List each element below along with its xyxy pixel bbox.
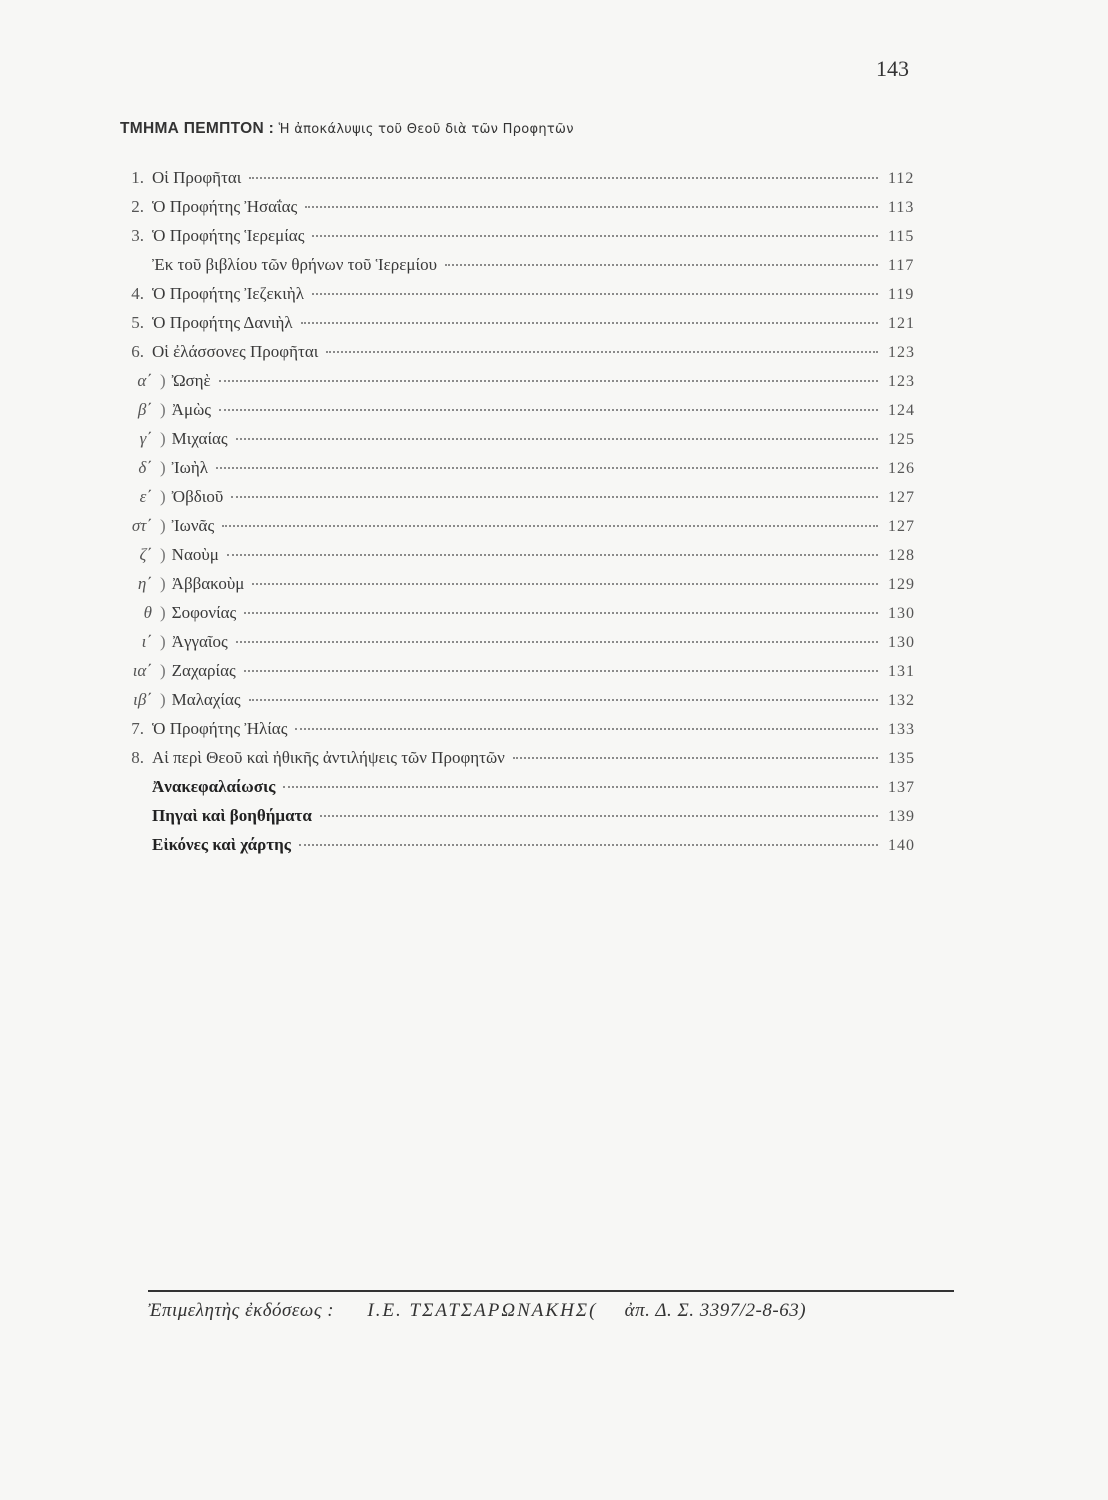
sub-entry-page: 131 — [888, 663, 915, 680]
entry-page: 112 — [888, 170, 915, 187]
sub-entry-page: 128 — [888, 547, 915, 564]
dot-leader — [236, 438, 878, 440]
sub-entry-page: 126 — [888, 460, 915, 477]
entry-page: 133 — [888, 721, 915, 738]
toc-entry — [110, 168, 940, 197]
dot-leader — [305, 206, 878, 208]
dot-leader — [326, 351, 878, 353]
sub-entry-letter: θ — [143, 603, 152, 622]
entry-title: Ὁ Προφήτης Ἠσαΐας — [152, 197, 298, 216]
entry-number: 2. — [131, 197, 144, 216]
dot-leader — [295, 728, 878, 730]
entry-title: Ὁ Προφήτης Ἱερεμίας — [152, 226, 305, 245]
sub-entry-letter: ιβ΄ — [133, 690, 152, 709]
entry-number: 4. — [131, 284, 144, 303]
paren-mark: ) — [160, 371, 166, 390]
sub-entry-letter: α΄ — [137, 371, 152, 390]
toc-sub-entry — [110, 458, 940, 487]
entry-title: Οἱ Προφῆται — [152, 168, 242, 187]
table-of-contents — [110, 168, 940, 864]
dot-leader — [301, 322, 878, 324]
entry-title: Ὁ Προφήτης Ἠλίας — [152, 719, 288, 738]
toc-entry — [110, 226, 940, 255]
dot-leader — [244, 670, 878, 672]
sub-entry-title: Ζαχαρίας — [171, 661, 236, 680]
paren-mark: ) — [160, 458, 166, 477]
toc-backmatter-entry — [110, 777, 940, 806]
entry-number: 7. — [131, 719, 144, 738]
dot-leader — [283, 786, 878, 788]
toc-sub-entry — [110, 690, 940, 719]
paren-mark: ) — [160, 545, 166, 564]
sub-entry-page: 123 — [888, 373, 915, 390]
toc-entry — [110, 719, 940, 748]
backmatter-page: 137 — [888, 779, 915, 796]
sub-entry-title: Ἀγγαῖος — [171, 632, 228, 651]
toc-sub-entry — [110, 429, 940, 458]
dot-leader — [219, 380, 878, 382]
section-heading — [120, 120, 574, 138]
toc-sub-entry — [110, 632, 940, 661]
sub-entry-page: 127 — [888, 518, 915, 535]
sub-entry-letter: γ΄ — [139, 429, 152, 448]
dot-leader — [249, 177, 878, 179]
sub-entry-letter: ε΄ — [139, 487, 152, 506]
sub-entry-title: Ἰωνᾶς — [171, 516, 215, 535]
entry-title: Ἐκ τοῦ βιβλίου τῶν θρήνων τοῦ Ἱερεμίου — [152, 255, 438, 274]
sub-entry-letter: στ΄ — [131, 516, 152, 535]
toc-sub-entry — [110, 574, 940, 603]
entry-number: 3. — [131, 226, 144, 245]
paren-mark: ) — [160, 516, 166, 535]
entry-title: Ὁ Προφήτης Δανιὴλ — [152, 313, 293, 332]
paren-mark: ) — [160, 603, 166, 622]
toc-sub-entry — [110, 603, 940, 632]
entry-page: 119 — [888, 286, 915, 303]
sub-entry-letter: ζ΄ — [139, 545, 152, 564]
backmatter-title: Εἰκόνες καὶ χάρτης — [152, 835, 291, 854]
sub-entry-title: Ὠσηὲ — [171, 371, 211, 390]
paren-mark: ) — [160, 429, 166, 448]
toc-entry — [110, 197, 940, 226]
dot-leader — [219, 409, 878, 411]
sub-entry-letter: η΄ — [137, 574, 152, 593]
toc-entry — [110, 748, 940, 777]
sub-entry-letter: β΄ — [137, 400, 152, 419]
toc-entry — [110, 342, 940, 371]
dot-leader — [222, 525, 878, 527]
footer-imprint — [148, 1300, 806, 1322]
dot-leader — [231, 496, 878, 498]
backmatter-title: Ἀνακεφαλαίωσις — [152, 777, 276, 796]
entry-number: 6. — [131, 342, 144, 361]
toc-backmatter-entry — [110, 835, 940, 864]
toc-sub-entry — [110, 487, 940, 516]
sub-entry-page: 130 — [888, 605, 915, 622]
sub-entry-page: 125 — [888, 431, 915, 448]
sub-entry-title: Σοφονίας — [171, 603, 237, 622]
toc-entry — [110, 313, 940, 342]
sub-entry-letter: ια΄ — [132, 661, 152, 680]
entry-number: 8. — [131, 748, 144, 767]
sub-entry-page: 127 — [888, 489, 915, 506]
sub-entry-title: Μιχαίας — [171, 429, 228, 448]
toc-sub-entry — [110, 516, 940, 545]
footer-reference: ἀπ. Δ. Σ. 3397/2-8-63) — [624, 1300, 807, 1321]
footer-rule — [148, 1290, 954, 1292]
dot-leader — [312, 293, 878, 295]
sub-entry-letter: δ΄ — [138, 458, 152, 477]
entry-page: 135 — [888, 750, 915, 767]
dot-leader — [312, 235, 878, 237]
entry-page: 113 — [888, 199, 915, 216]
footer-label: Ἐπιμελητὴς ἐκδόσεως : — [148, 1300, 335, 1321]
dot-leader — [227, 554, 878, 556]
toc-sub-entry — [110, 545, 940, 574]
dot-leader — [216, 467, 878, 469]
backmatter-page: 139 — [888, 808, 915, 825]
dot-leader — [445, 264, 878, 266]
dot-leader — [252, 583, 878, 585]
toc-sub-entry — [110, 400, 940, 429]
section-label: ΤΜΗΜΑ ΠΕΜΠΤΟΝ : — [120, 120, 275, 137]
page-number: 143 — [876, 56, 909, 81]
dot-leader — [236, 641, 878, 643]
entry-number: 1. — [131, 168, 144, 187]
toc-sub-entry — [110, 661, 940, 690]
entry-page: 121 — [888, 315, 915, 332]
toc-sub-entry — [110, 371, 940, 400]
backmatter-page: 140 — [888, 837, 915, 854]
sub-entry-title: Ἰωὴλ — [171, 458, 208, 477]
sub-entry-title: Ἀββακοὺμ — [171, 574, 245, 593]
paren-mark: ) — [160, 574, 166, 593]
sub-entry-title: Ναοὺμ — [171, 545, 219, 564]
paren-mark: ) — [160, 632, 166, 651]
dot-leader — [244, 612, 878, 614]
entry-title: Αἱ περὶ Θεοῦ καὶ ἠθικῆς ἀντιλήψεις τῶν Προφητῶν — [152, 748, 505, 767]
entry-number: 5. — [131, 313, 144, 332]
paren-mark: ) — [160, 400, 166, 419]
dot-leader — [513, 757, 878, 759]
sub-entry-letter: ι΄ — [141, 632, 152, 651]
entry-title: Ὁ Προφήτης Ἰεζεκιὴλ — [152, 284, 304, 303]
toc-entry — [110, 284, 940, 313]
entry-page: 115 — [888, 228, 915, 245]
section-title: Ἡ ἀποκάλυψις τοῦ Θεοῦ διὰ τῶν Προφητῶν — [278, 122, 574, 137]
dot-leader — [299, 844, 878, 846]
paren-mark: ) — [160, 487, 166, 506]
entry-title: Οἱ ἐλάσσονες Προφῆται — [152, 342, 319, 361]
sub-entry-title: Μαλαχίας — [171, 690, 241, 709]
paren-mark: ) — [160, 661, 166, 680]
sub-entry-title: Ὀβδιοῦ — [171, 487, 224, 506]
sub-entry-page: 124 — [888, 402, 915, 419]
sub-entry-page: 130 — [888, 634, 915, 651]
sub-entry-page: 132 — [888, 692, 915, 709]
paren-mark: ) — [160, 690, 166, 709]
backmatter-title: Πηγαὶ καὶ βοηθήματα — [152, 806, 312, 825]
footer-editor: Ι.Ε. ΤΣΑΤΣΑΡΩΝΑΚΗΣ( — [367, 1300, 598, 1321]
dot-leader — [320, 815, 878, 817]
entry-page: 123 — [888, 344, 915, 361]
sub-entry-title: Ἀμὼς — [171, 400, 211, 419]
sub-entry-page: 129 — [888, 576, 915, 593]
entry-page: 117 — [888, 257, 915, 274]
toc-entry — [110, 255, 940, 284]
toc-backmatter-entry — [110, 806, 940, 835]
dot-leader — [249, 699, 878, 701]
